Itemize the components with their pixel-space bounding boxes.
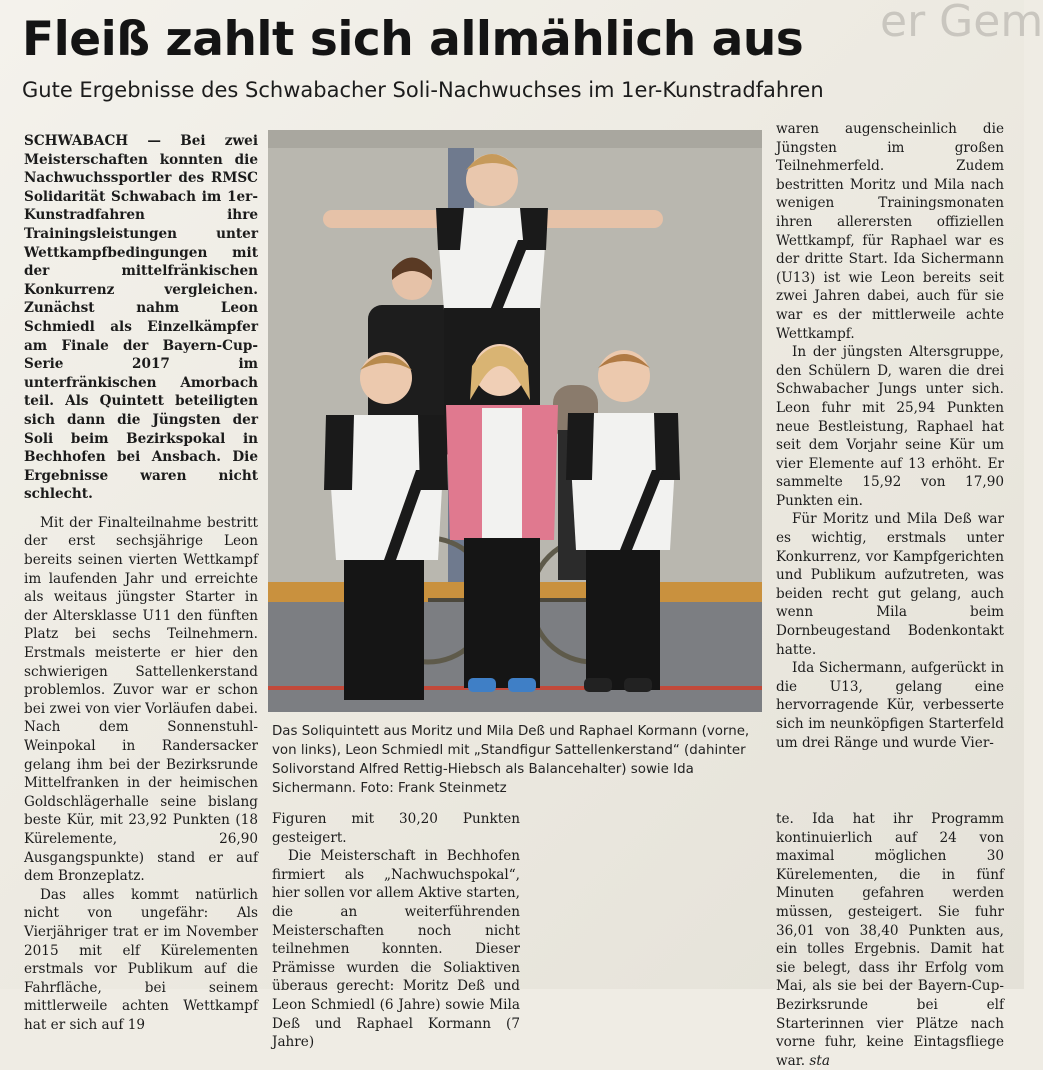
article-column-2 (272, 810, 520, 1052)
article-photo (268, 130, 762, 712)
body-paragraph: In der jüngsten Altersgruppe, den Schülern D, waren die drei Schwabacher Jungs unter sich. Leon fuhr mit 25,94 Punkten neue Bestleistung, Raphael hat seit dem Vorjahr seine Kür um vier Elemente auf 13 erhöht. Er sammelte 15,92 von 17,90 Punkten ein. (776, 344, 1004, 509)
caption-text: Das Soliquintett aus Moritz und Mila Deß und Raphael Kormann (vorne, von links), Leon Schmiedl mit „Standfigur Sattellenkerstand“ (dahinter Solivorstand Alfred Rettig-Hiebsch als Balancehalter) sowie Ida Sichermann. (272, 724, 750, 796)
article-column-3 (776, 120, 1004, 752)
photo-caption (272, 722, 766, 798)
body-paragraph: waren augenscheinlich die Jüngsten im großen Teilnehmerfeld. Zudem bestritten Moritz und Mila nach wenigen Trainingsmonaten ihren allerersten offiziellen Wettkampf, für Raphael war es der dritte Start. Ida Sichermann (U13) ist wie Leon bereits seit zwei Jahren dabei, auch für sie war es der mittlerweile achte Wettkampf. (776, 121, 1004, 342)
article-column-1 (24, 132, 258, 1035)
photo-credit: Foto: Frank Steinmetz (360, 781, 507, 796)
article-column-4 (776, 810, 1004, 1070)
lead-paragraph: SCHWABACH — Bei zwei Meisterschaften konnten die Nachwuchssportler des RMSC Solidarität Schwabach im 1er-Kunstradfahren ihre Trainingsleistungen unter Wettkampfbedingungen mit der mittelfränkischen Konkurrenz vergleichen. Zunächst nahm Leon Schmiedl als Einzelkämpfer am Finale der Bayern-Cup-Serie 2017 im unterfränkischen Amorbach teil. Als Quintett beteiligten sich dann die Jüngsten der Soli beim Bezirkspokal in Bechhofen bei Ansbach. Die Ergebnisse waren nicht schlecht. (24, 133, 258, 503)
headline: Fleiß zahlt sich allmählich aus (22, 12, 804, 67)
body-paragraph: Für Moritz und Mila Deß war es wichtig, erstmals unter Konkurrenz, vor Kampfgerichten und Publikum aufzutreten, was beiden recht gut gelang, auch wenn Mila beim Dornbeugestand Bodenkontakt hatte. (776, 511, 1004, 658)
body-paragraph: Das alles kommt natürlich nicht von ungefähr: Als Vierjähriger trat er im November 2015 mit elf Kürelementen erstmals vor Publikum auf die Fahrfläche, bei seinem mittlerweile achten Wettkampf hat er sich auf 19 (24, 886, 258, 1033)
body-text: te. Ida hat ihr Programm kontinuierlich auf 24 von maximal möglichen 30 Kürelementen, die in fünf Minuten gefahren werden müssen, gesteigert. Sie fuhr 36,01 von 38,40 Punkten aus, ein tolles Ergebnis. Damit hat sie belegt, dass ihr Erfolg vom Mai, als sie bei der Bayern-Cup-Bezirksrunde bei elf Starterinnen vier Plätze nach vorne fuhr, keine Eintagsfliege war. (776, 811, 1004, 1069)
photo-illustration (268, 130, 762, 712)
body-paragraph: Mit der Finalteilnahme bestritt der erst sechsjährige Leon bereits seinen vierten Wettkampf im laufenden Jahr und erreichte als weitaus jüngster Starter in der Altersklasse U11 den fünften Platz bei sechs Teilnehmern. Erstmals meisterte er hier den schwierigen Sattellenkerstand problemlos. Zuvor war er schon bei zwei von vier Vorläufen dabei. Nach dem Sonnenstuhl-Weinpokal in Randersacker gelang ihm bei der Bezirksrunde Mittelfranken in der heimischen Goldschlägerhalle seine bislang beste Kür, mit 23,92 Punkten (18 Kürelemente, 26,90 Ausgangspunkte) stand er auf dem Bronzeplatz. (24, 514, 258, 885)
background-headline: er Gem (880, 0, 1043, 47)
body-paragraph: Figuren mit 30,20 Punkten gesteigert. (272, 811, 520, 846)
body-paragraph: Ida Sichermann, aufgerückt in die U13, gelang eine hervorragende Kür, verbesserte sich im neunköpfigen Starterfeld um drei Ränge und wurde Vier- (776, 660, 1004, 751)
body-paragraph (776, 810, 1004, 1070)
author-signature: sta (809, 1052, 830, 1069)
subheadline: Gute Ergebnisse des Schwabacher Soli-Nachwuchses im 1er-Kunstradfahren (22, 78, 824, 102)
body-paragraph: Die Meisterschaft in Bechhofen firmiert als „Nachwuchspokal“, hier sollen vor allem Aktive starten, die an weiterführenden Meisterschaften noch nicht teilnehmen konnten. Dieser Prämisse wurden die Soliaktiven überaus gerecht: Moritz Deß und Leon Schmiedl (6 Jahre) sowie Mila Deß und Raphael Kormann (7 Jahre) (272, 848, 520, 1051)
